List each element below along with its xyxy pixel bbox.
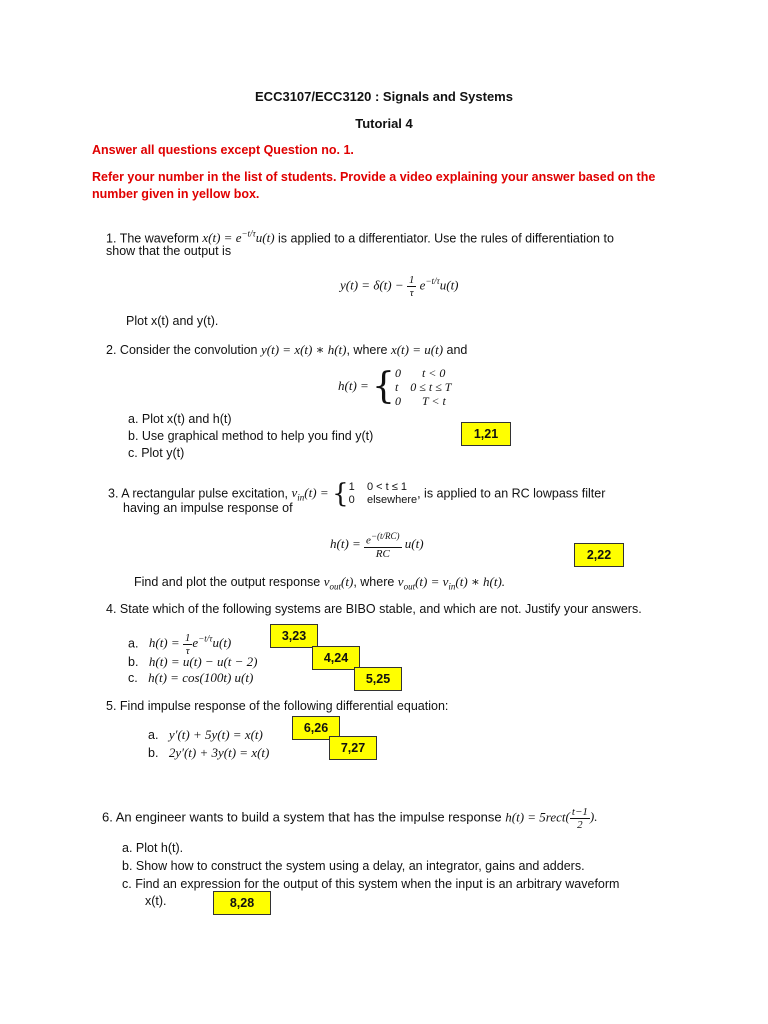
q6-text: 6. An engineer wants to build a system that has the impulse response h(t) = 5rect( $\frac{t-1}{2}$ ). (102, 806, 598, 831)
q2-item-c: c. Plot y(t) (128, 446, 185, 460)
q2-item-a: a. Plot x(t) and h(t) (128, 412, 232, 426)
q1-text-2: show that the output is (106, 244, 232, 258)
q5-item-a: a. y′(t) + 5y(t) = x(t) (148, 727, 263, 742)
instruction-line-1: Answer all questions except Question no. 1. (92, 143, 354, 157)
q6-item-b: b. Show how to construct the system using a delay, an integrator, gains and adders. (122, 859, 585, 873)
q4-item-b: b. h(t) = u(t) − u(t − 2) (128, 654, 258, 669)
q4-number-box-b: 4,24 (312, 646, 360, 670)
q1-plot: Plot x(t) and y(t). (126, 314, 219, 328)
q4-number-box-a: 3,23 (270, 624, 318, 648)
q5-number-box-b: 7,27 (329, 736, 377, 760)
q3-text-3: having an impulse response of (123, 501, 293, 515)
q1-text: 1. The waveform $x(t) = e^{-t/\tau}u(t)$ is applied to a differentiator. Use the rules of differentiation to (106, 229, 614, 246)
instruction-line-2b: number given in yellow box. (92, 187, 260, 201)
q3-h-equation: h(t) = $\frac{e^{-(t/RC)}}{RC}$ u(t) (330, 531, 424, 560)
q5-text: 5. Find impulse response of the following differential equation: (106, 699, 449, 713)
q2-number-box: 1,21 (461, 422, 511, 446)
q4-item-a: a. h(t) = $\frac{1}{\tau}$ $e^{-t/\tau}u(t)$ (128, 631, 232, 657)
course-title: ECC3107/ECC3120 : Signals and Systems (255, 89, 513, 104)
q2-item-b: b. Use graphical method to help you find y(t) (128, 429, 374, 443)
q2-text: 2. Consider the convolution y(t) = x(t) ∗ h(t), where x(t) = u(t) and (106, 342, 468, 357)
q6-item-a: a. Plot h(t). (122, 841, 184, 855)
q6-item-c: c. Find an expression for the output of this system when the input is an arbitrary waveform (122, 877, 620, 891)
q6-item-c-cont: x(t). (145, 894, 167, 908)
q2-h-definition: h(t) = {0 t < 0 t 0 ≤ t ≤ T 0 T < t (338, 366, 452, 408)
q5-number-box-a: 6,26 (292, 716, 340, 740)
q6-number-box: 8,28 (213, 891, 271, 915)
q3-find: Find and plot the output response $v_{out}(t)$, where $v_{out}(t) = v_{in}(t)$ ∗ h(t). (134, 574, 506, 592)
q1-equation: y(t) = δ(t) − $\frac{1}{\tau}$ $e^{-t/\tau}u(t)$ (340, 274, 459, 299)
q5-item-b: b. 2y′(t) + 3y(t) = x(t) (148, 745, 270, 760)
q3-number-box: 2,22 (574, 543, 624, 567)
instruction-line-2a: Refer your number in the list of students. Provide a video explaining your answer based on the (92, 170, 656, 184)
q4-text: 4. State which of the following systems are BIBO stable, and which are not. Justify your answers. (106, 602, 642, 616)
q3-text: 3. A rectangular pulse excitation, $v_{in}(t) = \{1$ 0 < t ≤ 1 0 elsewhere, is applied to an RC lowpass filter (108, 479, 606, 509)
q4-item-c: c. h(t) = cos(100t) u(t) (128, 670, 254, 685)
q4-number-box-c: 5,25 (354, 667, 402, 691)
tutorial-title: Tutorial 4 (355, 116, 413, 131)
